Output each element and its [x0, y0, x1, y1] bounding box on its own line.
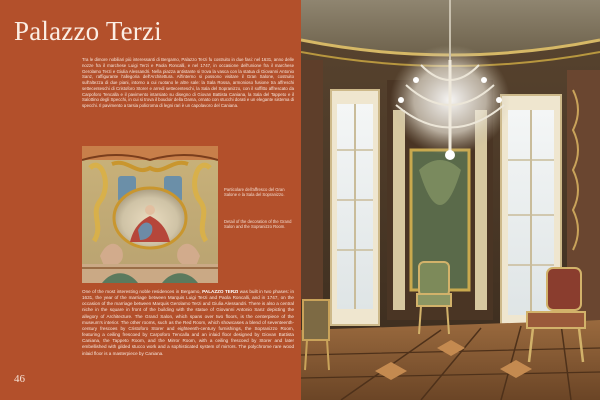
- fresco-illustration: [82, 146, 218, 283]
- english-palazzo-name: PALAZZO TERZI: [202, 289, 239, 294]
- grand-salon-illustration: [301, 0, 600, 400]
- caption-english: Detail of the decoration of the Grand Salon and the Sopranizzo Room.: [224, 219, 292, 230]
- english-lead: One of the most interesting noble residences in Bergamo,: [82, 289, 201, 294]
- fresco-photo: [82, 146, 218, 283]
- english-text-block: [82, 289, 294, 357]
- page-number: 46: [14, 373, 25, 385]
- right-page-photo: [301, 0, 600, 400]
- page-title: Palazzo Terzi: [14, 16, 162, 46]
- italian-text-block: Tra le dimore nobiliari più interessanti di Bergamo, Palazzo Terzi fu costruito in due fasi: nel 1631, anno delle nozze fra il marchese Luigi Terzi e Paola Roncalli, e nel 1747, in occasione dell'unione fra il marchese Gerolamo Terzi e Giulia Alessandri. Nella piazza antistante si trova la vasca con la statua di Giovanni Antonio Sanz, raffigurante l'allegoria dell'Architettura. All'interno si possono visitare il Gran Salone, costruito sull'altezza di due piani, intorno a cui ruotano le altre sale: la Sala Rossa, armonioso fusione tra affreschi settecenteschi di Cristoforo Storer e arredi settecenteschi, la Sala del Sopranizzo, con il soffitto affrescato da Carpoforo Tencalla e il pavimento intarsiato su disegno di Giovan Battista Caniana, la Sala del Tappeto e il Salottino degli Specchi, in cui si trova il boudoir della Dama, ornato con stucchi dorati e un elegante sistema di specchi. Il pavimento a tarsia policroma di legni rari è un capolavoro del Caniana.: [82, 57, 294, 108]
- caption-italian: Particolare dell'affresco del Gran Salone e la Sala del Sopranizzo.: [224, 187, 285, 198]
- english-paragraph: was built in two phases: in 1631, the year of the marriage between Marquis Luigi Terzi and Paola Roncalli, and in 1747, on the occasion of the marriage between Marquis Gerolamo Terzi and Giulia Alessandri. There is also a central niche in the square in front of the building with the statue of Giovanni Antonio Sanz depicting the allegory of Architecture. The Grand Salon, which spans over two floors, is the centerpiece of the museum's interior. The other rooms, such as the Red Room, which showcases a blend of seventeenth-century frescoes by Cristoforo Storer and eighteenth-century furnishings, the Sopranizzo Room, featuring a ceiling frescoed by Carpoforo Tencalla and an inlaid floor designed by Giovan Battista Caniana, the Tappeto Room, and the Mirror Room, with a ceiling frescoed by Storer and later embellished with gilded stucco work and a sophisticated system of mirrors. The polychrome rare wood inlaid floor is a masterpiece by Caniana.: [82, 289, 295, 356]
